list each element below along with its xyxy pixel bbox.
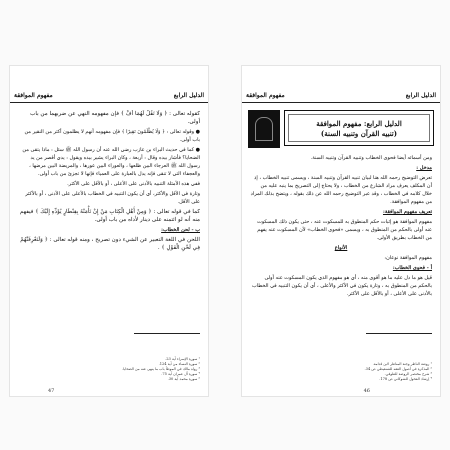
paragraph: مفهوم الموافقة هو إثبات حكم المنطوق به للمسكوت عنه ، حتى يكون ذلك المسكوت عنه أولى بالحكم من المنطوق به ، ويسمى «فحوى الخطاب» لأن المسكوت عنه يفهم من الخطاب بطريق الأولى. bbox=[257, 219, 432, 241]
header-chapter: الدليل الرابع bbox=[173, 92, 204, 99]
header-chapter: الدليل الرابع bbox=[405, 92, 436, 99]
page-body bbox=[250, 154, 432, 332]
footnote-rule bbox=[366, 333, 432, 334]
paragraph: تعرض التوضيح رحمه الله هنا لبيان تنبيه القرآن وتنبيه السنة ، ويسمى تنبيه الخطاب ، إذ أن المكلف يعرف مراد الشارع من الخطاب ، ولا يحتاج إلى التصريح بما ينبه عليه من خلال كلامه في الخطاب ، وقد عبر التوضيح رحمه الله عن ذلك بقوله ، ويتضح بذلك المراد من مفهوم الموافقة. bbox=[250, 175, 432, 205]
running-header bbox=[10, 90, 208, 103]
header-topic: مفهوم الموافقة bbox=[246, 92, 285, 99]
page-body bbox=[18, 110, 200, 332]
footnote: ⁴ سورة آل عمران آية 75. bbox=[161, 372, 200, 376]
chapter-title-box bbox=[284, 110, 434, 146]
page-number: 46 bbox=[363, 388, 370, 394]
paragraph: ومن أسمائه أيضا فحوى الخطاب وتنبيه القرآن وتنبيه السنة. bbox=[310, 155, 432, 161]
running-header bbox=[242, 90, 440, 103]
paragraph: كقوله تعالى : ﴿ وَلَا تَقُلْ لَهُمَا أُفٍّ ﴾ فإن مفهومه النهي عن ضربهما من باب أولى. bbox=[30, 111, 200, 125]
chapter-title: الدليل الرابع: مفهوم الموافقة bbox=[316, 119, 402, 128]
paragraph: وتارة في الأقل والأكثر، أي أن يكون التنبيه في الخطاب بالأعلى على الأدنى ، أو بالأكثر على الأقل. bbox=[25, 191, 200, 205]
footnote: ¹ سورة الإسراء آية 23. bbox=[165, 357, 200, 361]
footnote: ² المذكرة في أصول الفقه للشنقيطي ص 34. bbox=[364, 367, 432, 371]
footnote: ¹ روضة الناظر وجنة المناظر لابن قدامة. bbox=[372, 362, 432, 366]
footnote: ³ رواه مالك في الموطأ باب ما ينهى عنه من الضحايا. bbox=[122, 367, 200, 371]
footnote: ² سورة النساء من آية 124. bbox=[158, 362, 200, 366]
ornament-icon bbox=[248, 110, 280, 148]
paragraph: مفهوم الموافقة نوعان: bbox=[384, 255, 432, 261]
footnotes bbox=[250, 362, 432, 382]
left-page bbox=[10, 66, 208, 396]
subheading: الأنواع bbox=[334, 245, 348, 251]
subheading: تعريف مفهوم الموافقة: bbox=[382, 209, 432, 215]
page-number: 47 bbox=[48, 388, 55, 394]
paragraph: كما في قوله تعالى : ﴿ وَمِنْ أَهْلِ الْكِتَابِ مَنْ إِنْ تَأْمَنْهُ بِقِنْطَارٍ يُؤَدِّهِ إِلَيْكَ ﴾ فيفهم منه أنه لو ائتمنه على دينار لأداه من باب أولى. bbox=[19, 209, 200, 223]
header-topic: مفهوم الموافقة bbox=[14, 92, 53, 99]
paragraph: قيل هو ما دل عليه ما هو أقوى منه ، أي هو مفهوم الذي يكون المسكوت عنه أولى بالحكم من المنطوق به ، وتارة يكون في الأكثر والأعلى ، أي أن يكون التنبيه في الخطاب بالأدنى على الأعلى ، أو بالأقل على الأكثر. bbox=[252, 275, 432, 297]
subheading: ب - لحن الخطاب: bbox=[161, 227, 200, 233]
paragraph: ففي هذه الأمثلة التنبيه بالأدنى على الأعلى ، أو بالأقل على الأكثر. bbox=[67, 181, 200, 187]
footnote: ⁵ سورة محمد آية 30. bbox=[167, 377, 200, 381]
paragraph: ● كما في حديث البراء بن عازب رضي الله عنه أن رسول الله ﷺ سئل : ماذا يتقى من الضحايا؟ فأشار بيده وقال : أربعة ، وكان البراء يشير بيده ويقول : يدي أقصر من يد رسول الله ﷺ العرجاء البين ظلعها ، والعوراء البين عورها ، والمريضة البين مرضها ، والعجفاء التي لا تنقى فإنه يدل بالعبارة على العمياء فإنها لا تجزئ من باب أولى. bbox=[22, 147, 200, 177]
paragraph: اللحن في اللغة التعبير عن الشيء دون تصريح ، ومنه قوله تعالى : ﴿ وَلَتَعْرِفَنَّهُمْ فِي لَحْنِ الْقَوْلِ ﴾ . bbox=[20, 237, 200, 251]
footnote: ³ شرح مختصر الروضة للطوفي. bbox=[384, 372, 432, 376]
right-page bbox=[242, 66, 440, 396]
subheading: أ - فحوى الخطاب: bbox=[392, 265, 432, 271]
subheading: مدخل : bbox=[416, 165, 432, 171]
chapter-subtitle: (تنبيه القرآن وتنبيه السنة) bbox=[320, 129, 398, 138]
footnote-rule bbox=[134, 333, 200, 334]
footnotes bbox=[18, 357, 200, 382]
paragraph: ● وقوله تعالى : ﴿ وَلَا يُظْلَمُونَ نَقِيرًا ﴾ فإن مفهومه أنهم لا يظلمون أكثر من النقير من باب أولى. bbox=[24, 129, 200, 143]
footnote: ⁴ إرشاد الفحول للشوكاني ص 178. bbox=[379, 377, 432, 381]
